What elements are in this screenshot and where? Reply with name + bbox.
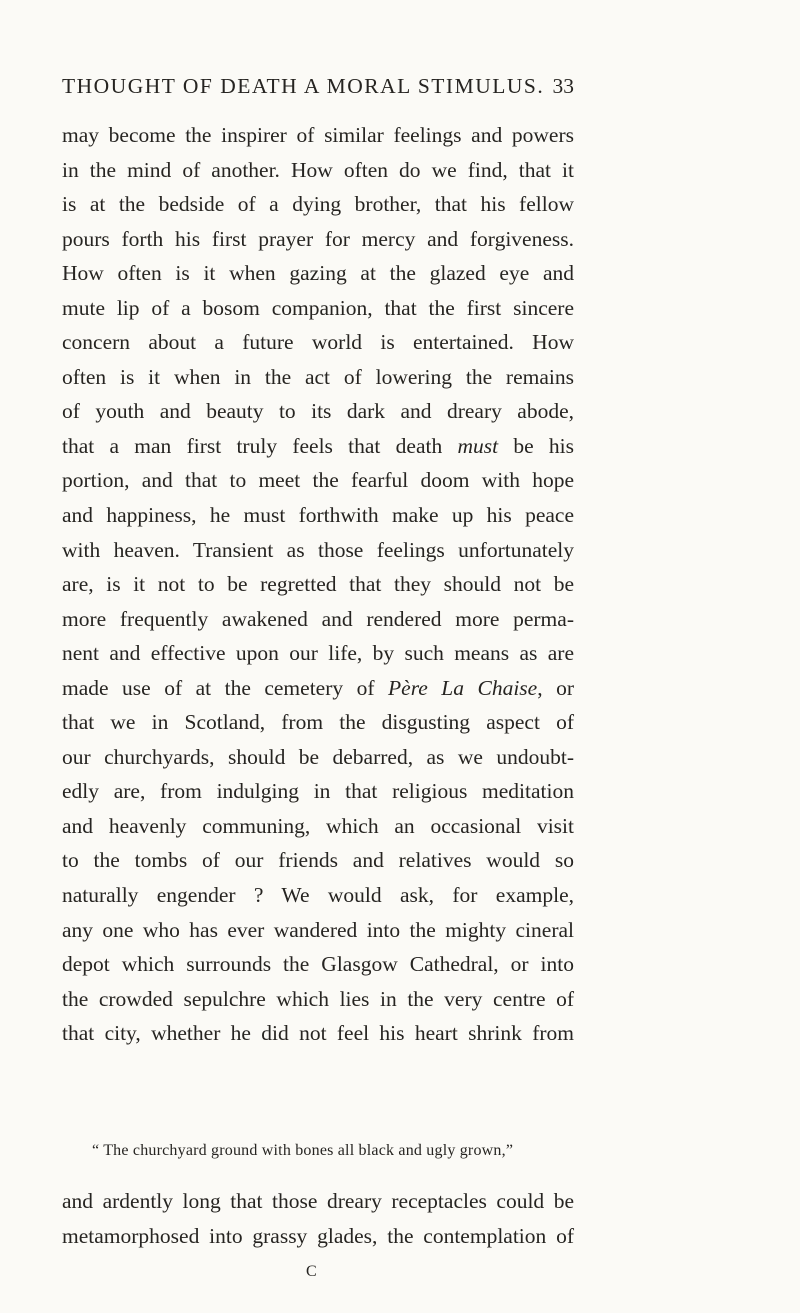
text-line: of youth and beauty to its dark and dreary abode, — [62, 399, 574, 424]
verse-quotation: “ The churchyard ground with bones all black and ugly grown,” — [92, 1142, 514, 1159]
text-line: mute lip of a bosom companion, that the first sincere — [62, 295, 574, 320]
text-line: nent and effective upon our life, by such means as are — [62, 641, 574, 666]
text-line: with heaven. Transient as those feelings unfortunately — [62, 537, 574, 562]
text-line: and heavenly communing, which an occasional visit — [62, 813, 574, 838]
text-line: more frequently awakened and rendered more perma- — [62, 606, 574, 631]
text-line: may become the inspirer of similar feelings and powers — [62, 123, 574, 147]
text-line: that a man first truly feels that death must be his — [62, 433, 575, 458]
text-line: depot which surrounds the Glasgow Cathedral, or into — [62, 952, 574, 977]
text-line: metamorphosed into grassy glades, the contemplation of — [62, 1223, 574, 1248]
text-line: and happiness, he must forthwith make up his peace — [62, 503, 574, 528]
text-line: the crowded sepulchre which lies in the very centre of — [62, 986, 574, 1011]
closing-text — [62, 1184, 574, 1253]
text-line: is at the bedside of a dying brother, that his fellow — [62, 192, 574, 217]
text-line: often is it when in the act of lowering the remains — [62, 364, 574, 389]
signature-mark: C — [306, 1263, 317, 1280]
text-line: that we in Scotland, from the disgusting aspect of — [62, 710, 574, 735]
text-line: are, is it not to be regretted that they should not be — [62, 572, 574, 597]
text-line: our churchyards, should be debarred, as we undoubt- — [62, 744, 574, 769]
body-text — [62, 118, 574, 1051]
text-line: in the mind of another. How often do we find, that it — [62, 157, 574, 182]
text-line: concern about a future world is entertained. How — [62, 330, 574, 355]
text-line: that city, whether he did not feel his heart shrink from — [62, 1021, 574, 1046]
text-line: edly are, from indulging in that religious meditation — [62, 779, 574, 804]
text-line: portion, and that to meet the fearful doom with hope — [62, 468, 574, 493]
text-line: and ardently long that those dreary receptacles could be — [62, 1189, 574, 1213]
running-title: THOUGHT OF DEATH A MORAL STIMULUS. — [62, 74, 545, 98]
text-line: to the tombs of our friends and relatives would so — [62, 848, 574, 873]
text-line: naturally engender ? We would ask, for example, — [62, 883, 574, 908]
text-line: any one who has ever wandered into the mighty cineral — [62, 917, 574, 942]
running-header — [62, 66, 574, 106]
text-line: pours forth his first prayer for mercy and forgiveness. — [62, 226, 574, 251]
text-line: How often is it when gazing at the glazed eye and — [62, 261, 574, 286]
page-number: 33 — [552, 74, 574, 98]
text-line: made use of at the cemetery of Père La Chaise, or — [62, 675, 574, 700]
